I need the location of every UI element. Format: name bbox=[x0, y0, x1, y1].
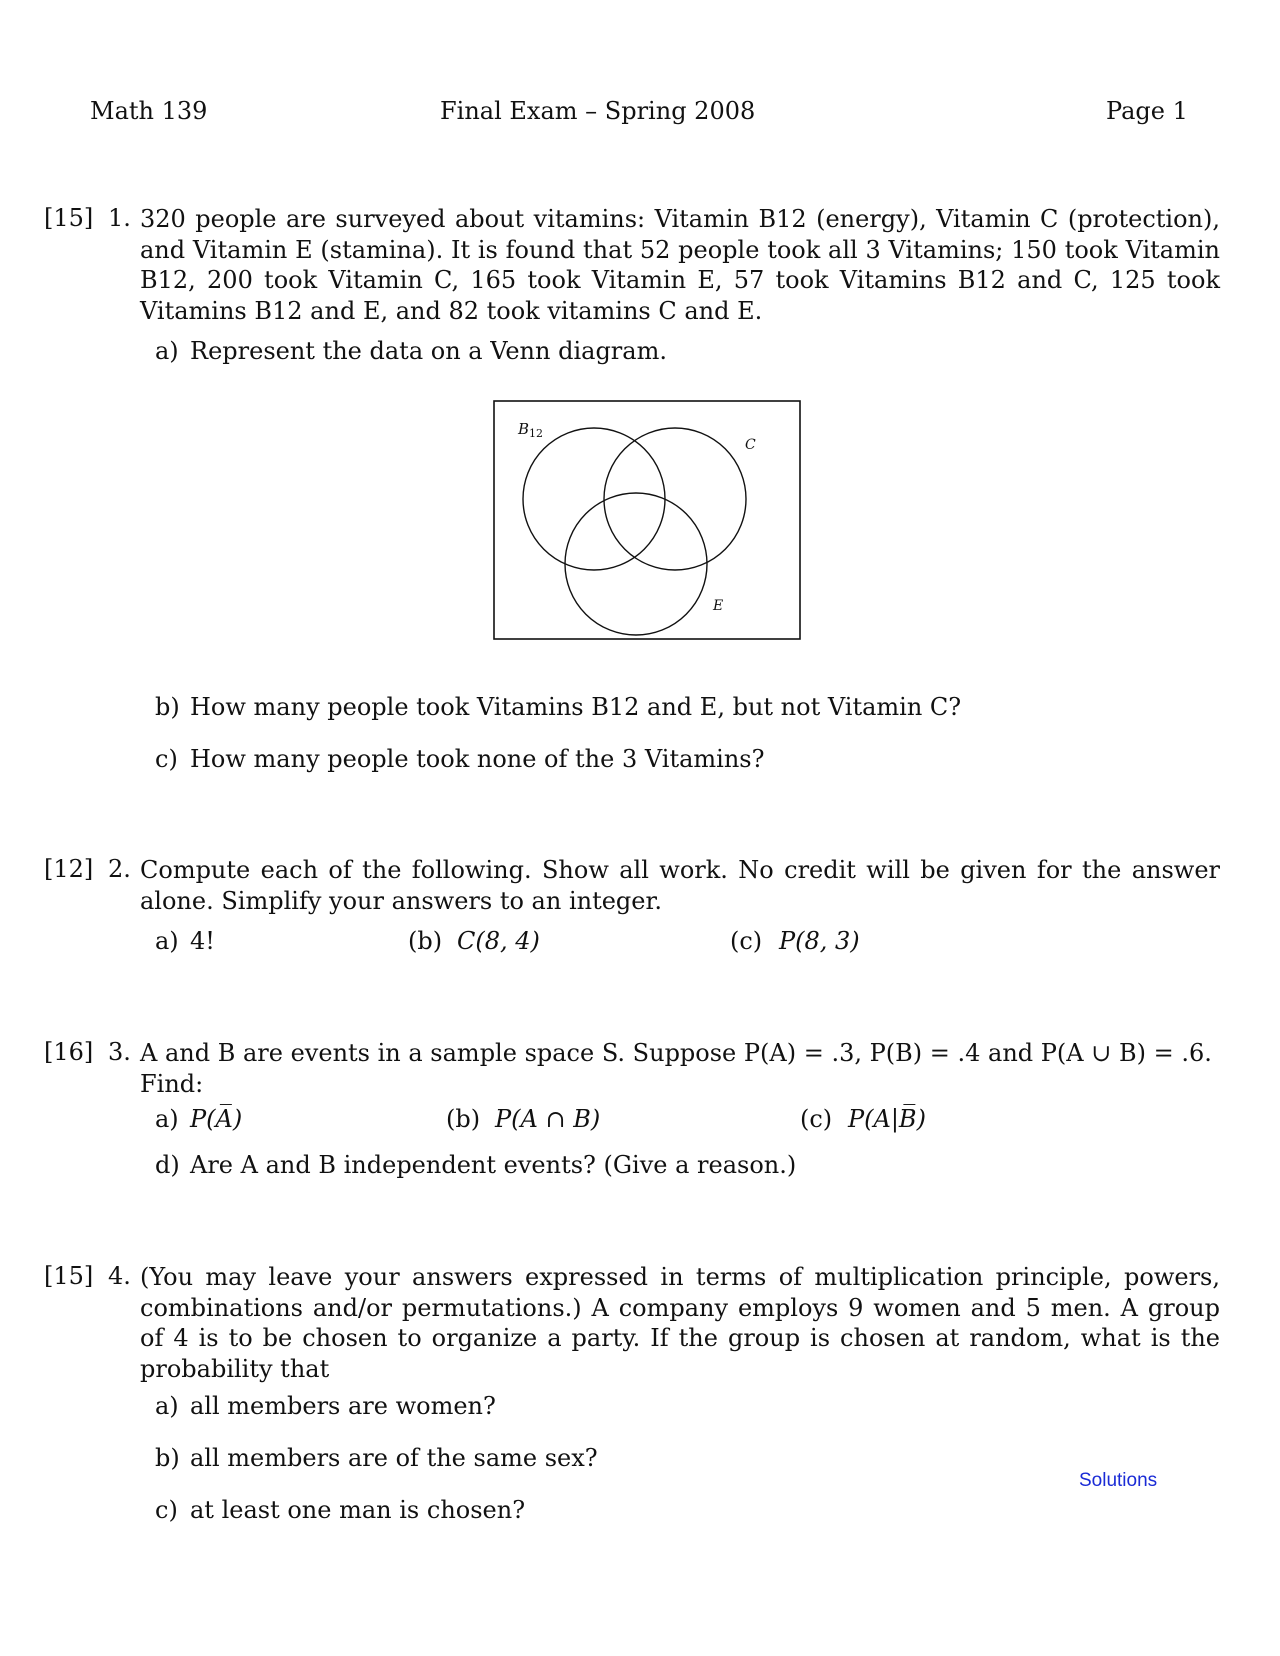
q2-points: [12] bbox=[44, 855, 94, 883]
q3c-label: (c) bbox=[800, 1105, 833, 1133]
q1-number: 1. bbox=[108, 204, 131, 232]
q3c-text: P(A|B̅) bbox=[848, 1105, 926, 1133]
q1c-label: c) bbox=[155, 745, 178, 773]
q4c-text: at least one man is chosen? bbox=[190, 1496, 526, 1524]
q4-text: (You may leave your answers expressed in terms of multiplication principle, powers, combinations and/or permutations.) A company employs 9 women and 5 men. A group of 4 is to be chosen to organize a party. If the group is chosen at random, what is the probability that bbox=[140, 1263, 1220, 1383]
venn-label-c: C bbox=[745, 437, 756, 453]
solutions-link[interactable]: Solutions bbox=[1079, 1470, 1158, 1491]
venn-label-e: E bbox=[713, 598, 724, 614]
q4b-label: b) bbox=[155, 1444, 180, 1472]
q1-points: [15] bbox=[44, 204, 94, 232]
q3a-label: a) bbox=[155, 1105, 179, 1133]
q4-points: [15] bbox=[44, 1262, 94, 1290]
q4b-text: all members are of the same sex? bbox=[190, 1444, 598, 1472]
q2-number: 2. bbox=[108, 855, 131, 883]
venn-label-b12: $B_{12}$ bbox=[518, 420, 544, 440]
venn-diagram bbox=[489, 396, 801, 644]
q3b-label: (b) bbox=[446, 1105, 481, 1133]
venn-circle-c bbox=[604, 428, 746, 570]
q3-number: 3. bbox=[108, 1038, 131, 1066]
q1c-text: How many people took none of the 3 Vitamins? bbox=[190, 745, 765, 773]
q1a-label: a) bbox=[155, 337, 179, 365]
exam-title: Final Exam – Spring 2008 bbox=[440, 97, 756, 125]
course-name: Math 139 bbox=[90, 97, 208, 125]
q1a-text: Represent the data on a Venn diagram. bbox=[190, 337, 667, 365]
q4a-text: all members are women? bbox=[190, 1392, 496, 1420]
q3-text: A and B are events in a sample space S. Suppose P(A) = .3, P(B) = .4 and P(A ∪ B) = .6. Find: bbox=[140, 1039, 1212, 1098]
page-number: Page 1 bbox=[1106, 97, 1188, 125]
q2c-label: (c) bbox=[730, 927, 763, 955]
q2a-text: 4! bbox=[190, 927, 215, 955]
q3d-text: Are A and B independent events? (Give a reason.) bbox=[190, 1151, 797, 1179]
venn-circle-b12 bbox=[523, 428, 665, 570]
q4c-label: c) bbox=[155, 1496, 178, 1524]
q4-number: 4. bbox=[108, 1262, 131, 1290]
q2b-text: C(8, 4) bbox=[457, 927, 540, 955]
q2-text: Compute each of the following. Show all work. No credit will be given for the answer alone. Simplify your answers to an integer. bbox=[140, 856, 1220, 915]
q3b-text: P(A ∩ B) bbox=[495, 1105, 601, 1133]
q3a-text: P(A̅) bbox=[190, 1105, 243, 1133]
q1b-label: b) bbox=[155, 693, 180, 721]
q2b-label: (b) bbox=[408, 927, 443, 955]
q3-points: [16] bbox=[44, 1038, 94, 1066]
q1-text: 320 people are surveyed about vitamins: Vitamin B12 (energy), Vitamin C (protection), and Vitamin E (stamina). It is found that 52 people took all 3 Vitamins; 150 took Vitamin B12, 200 took Vitamin C, 165 took Vitamin E, 57 took Vitamins B12 and C, 125 took Vitamins B12 and E, and 82 took vitamins C and E. bbox=[140, 205, 1220, 325]
q3d-label: d) bbox=[155, 1151, 180, 1179]
q2c-text: P(8, 3) bbox=[779, 927, 860, 955]
venn-circle-e bbox=[565, 493, 707, 635]
q1b-text: How many people took Vitamins B12 and E, but not Vitamin C? bbox=[190, 693, 962, 721]
q2a-label: a) bbox=[155, 927, 179, 955]
q4a-label: a) bbox=[155, 1392, 179, 1420]
